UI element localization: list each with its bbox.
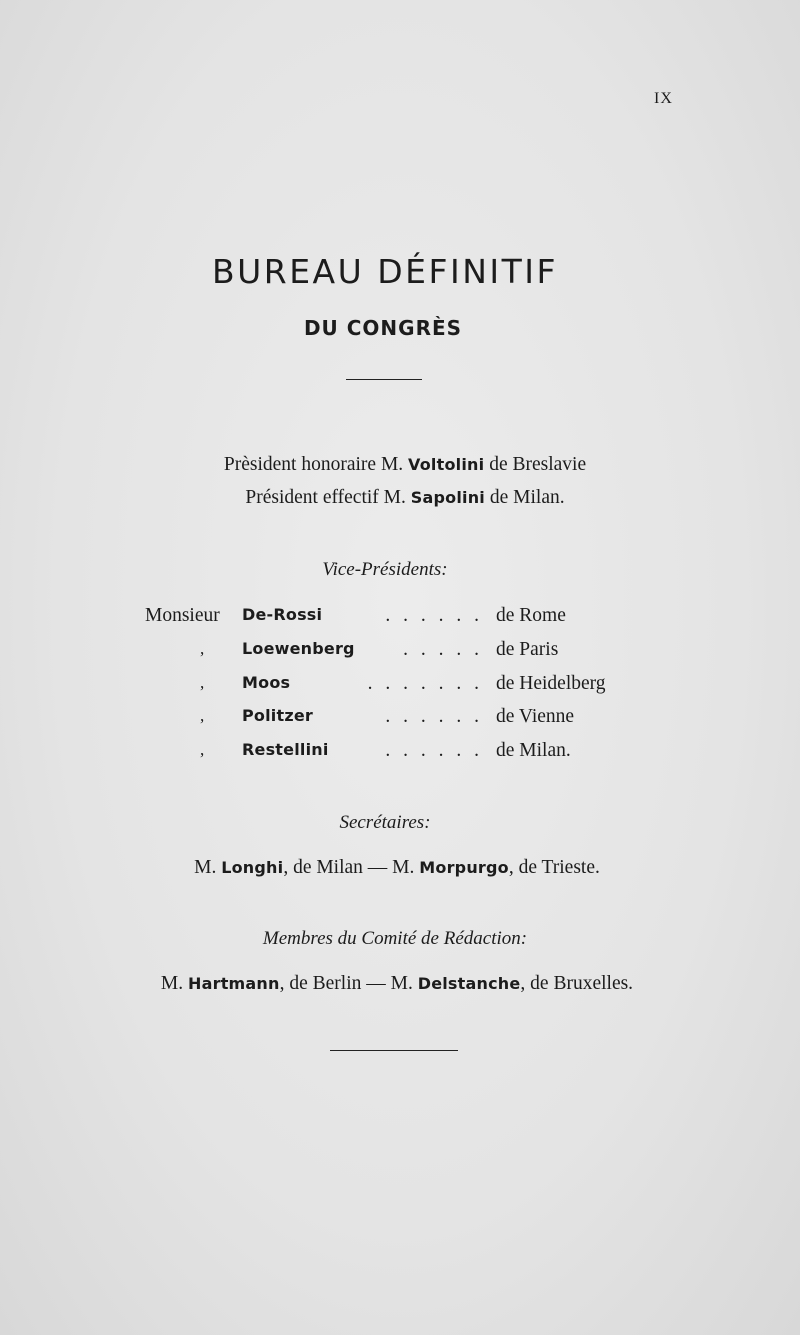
vice-president-row xyxy=(0,706,800,736)
member-name: Hartmann xyxy=(188,974,280,993)
em-dash: — xyxy=(367,857,388,878)
page-number: IX xyxy=(654,90,673,107)
ditto-mark: , xyxy=(200,740,205,759)
president-honoraire-line xyxy=(20,454,790,476)
leader-dots: . . . . . . xyxy=(385,605,483,626)
president-role: Prèsident honoraire xyxy=(223,454,377,475)
president-place: de Milan. xyxy=(489,487,565,508)
vice-president-name: Politzer xyxy=(242,706,313,725)
leader-dots: . . . . . . xyxy=(385,740,483,761)
president-role: Président effectif xyxy=(245,487,379,508)
vice-president-city: de Vienne xyxy=(496,706,575,727)
secretary-name: Morpurgo xyxy=(419,858,509,877)
member-place: , de Bruxelles. xyxy=(520,973,634,994)
page-subtitle: DU CONGRÈS xyxy=(303,316,463,340)
president-effectif-line xyxy=(20,487,790,509)
secretary-place: , de Milan xyxy=(283,857,363,878)
ditto-mark: , xyxy=(200,639,205,658)
vice-president-prefix: Monsieur xyxy=(145,605,220,626)
president-name: Sapolini xyxy=(410,488,485,507)
secretary-name: Longhi xyxy=(221,858,284,877)
vice-president-row xyxy=(0,605,800,635)
ditto-mark: , xyxy=(200,706,205,725)
member-place: , de Berlin xyxy=(279,973,362,994)
secretaires-heading: Secrétaires: xyxy=(339,812,431,833)
member-prefix: M. xyxy=(390,973,413,994)
divider-top xyxy=(346,379,422,380)
leader-dots: . . . . . xyxy=(403,639,483,660)
member-prefix: M. xyxy=(160,973,184,994)
secretary-place: , de Trieste. xyxy=(508,857,600,878)
ditto-mark: , xyxy=(200,673,205,692)
president-prefix: M. xyxy=(380,454,404,475)
member-name: Delstanche xyxy=(417,974,521,993)
membres-heading: Membres du Comité de Rédaction: xyxy=(262,928,528,949)
vice-president-name: Loewenberg xyxy=(242,639,355,658)
president-place: de Breslavie xyxy=(489,454,587,475)
leader-dots: . . . . . . . xyxy=(367,673,483,694)
vice-president-city: de Heidelberg xyxy=(496,673,606,694)
secretary-prefix: M. xyxy=(392,857,415,878)
membres-line xyxy=(12,973,782,995)
vice-president-row xyxy=(0,740,800,770)
vice-presidents-heading: Vice-Présidents: xyxy=(322,559,448,580)
vice-president-city: de Paris xyxy=(496,639,559,660)
vice-president-name: De-Rossi xyxy=(242,605,323,624)
secretaires-line xyxy=(12,857,782,879)
vice-president-name: Restellini xyxy=(242,740,329,759)
leader-dots: . . . . . . xyxy=(385,706,483,727)
vice-president-row xyxy=(0,673,800,703)
vice-president-row xyxy=(0,639,800,669)
vice-president-name: Moos xyxy=(242,673,291,692)
vice-president-city: de Milan. xyxy=(496,740,571,761)
president-prefix: M. xyxy=(383,487,406,508)
vice-president-city: de Rome xyxy=(496,605,566,626)
divider-bottom xyxy=(330,1050,458,1051)
president-name: Voltolini xyxy=(408,455,485,474)
page-title: BUREAU DÉFINITIF xyxy=(211,252,559,291)
secretary-prefix: M. xyxy=(194,857,217,878)
em-dash: — xyxy=(366,973,386,994)
